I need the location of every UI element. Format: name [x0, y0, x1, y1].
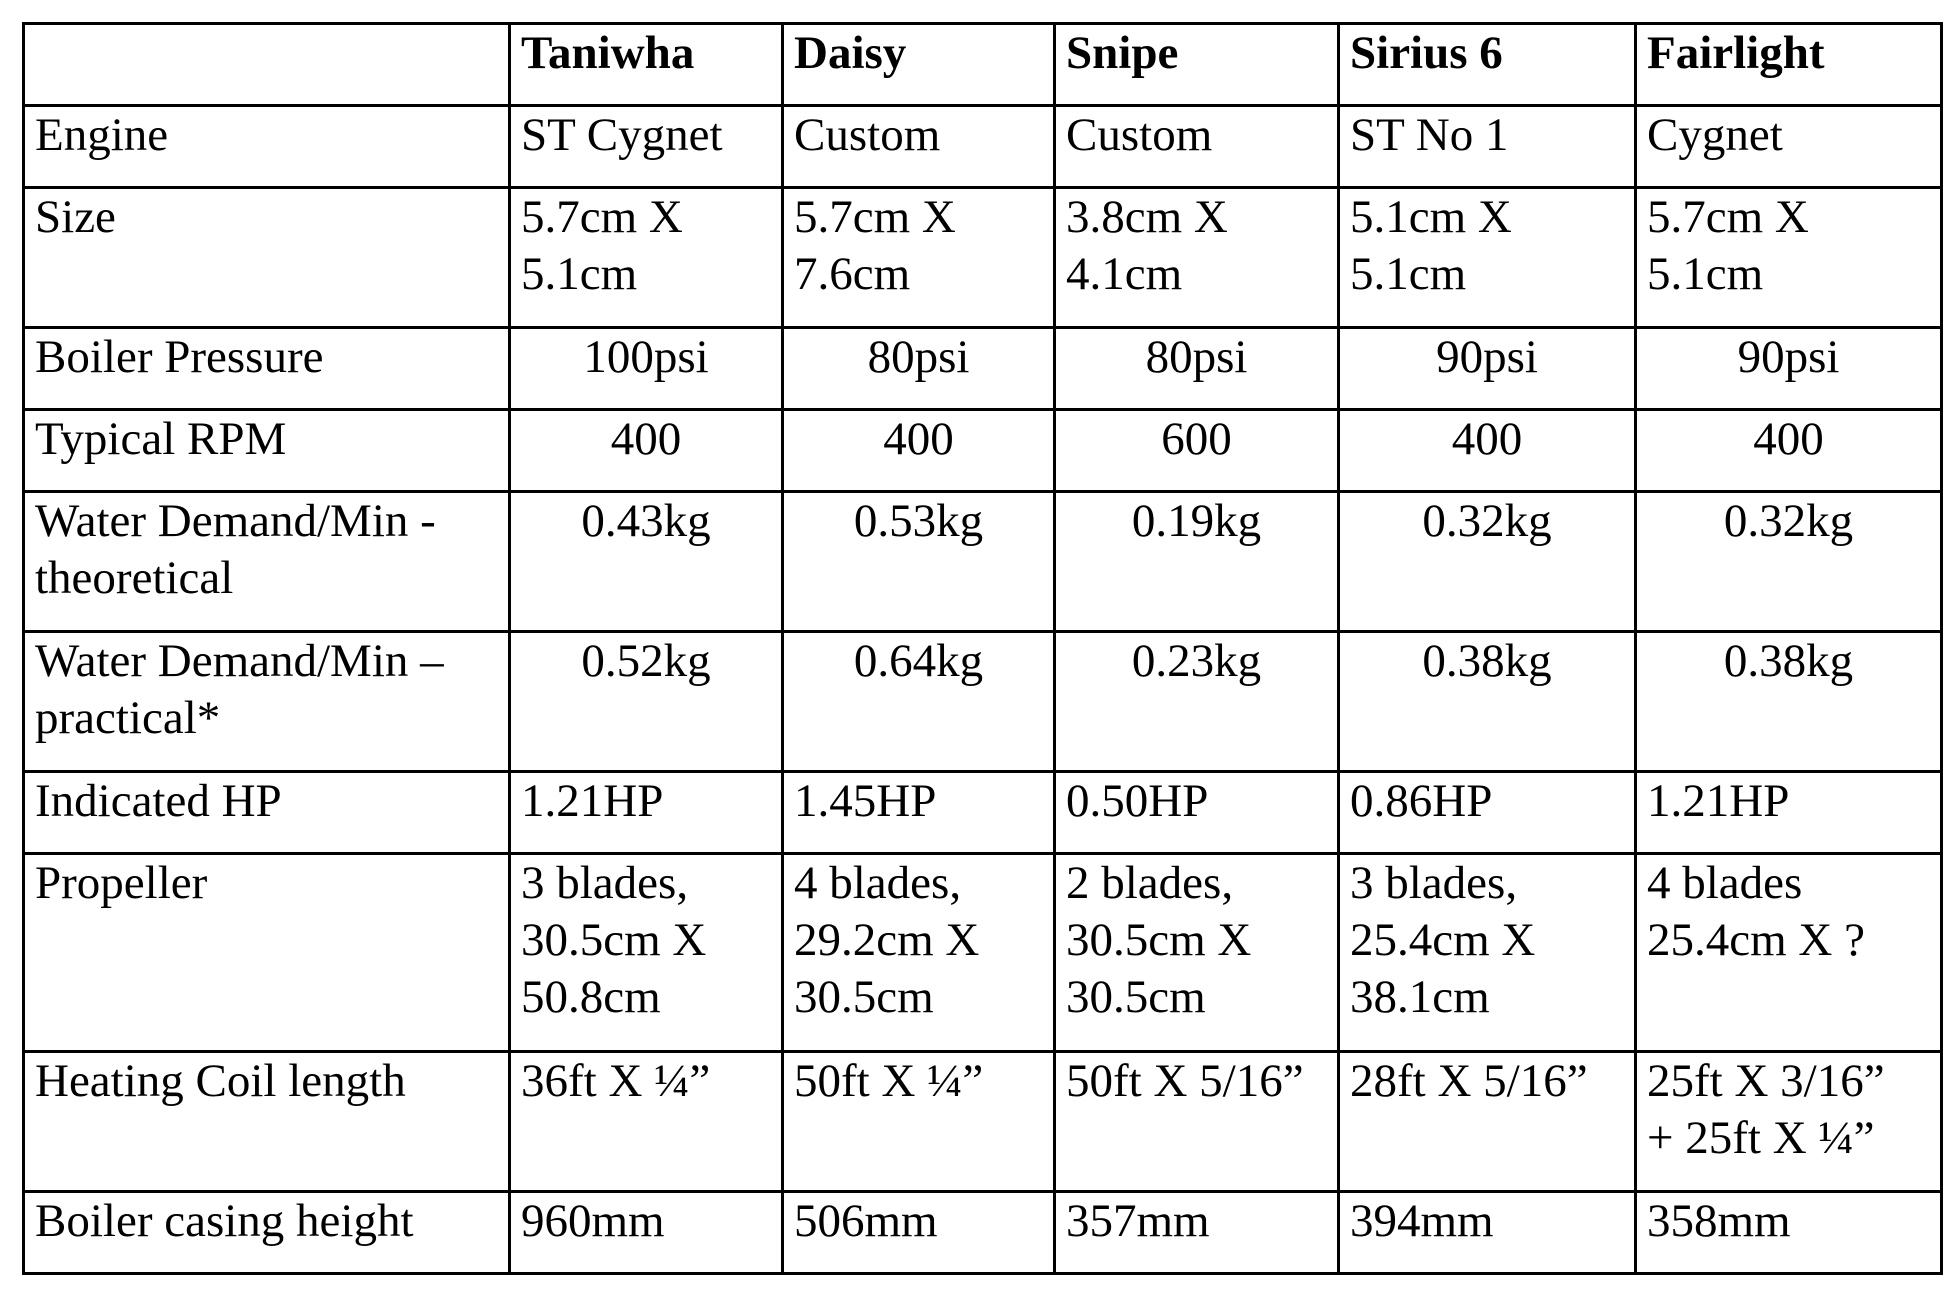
row-label-cell: Typical RPM — [24, 410, 510, 492]
value-cell: 100psi — [510, 328, 783, 410]
header-cell-taniwha: Taniwha — [510, 24, 783, 106]
value-cell: ST No 1 — [1339, 106, 1636, 188]
value-cell: 80psi — [783, 328, 1055, 410]
row-label-cell: Heating Coil length — [24, 1052, 510, 1192]
value-cell: 25ft X 3/16” + 25ft X ¼” — [1636, 1052, 1942, 1192]
value-cell: 506mm — [783, 1192, 1055, 1274]
value-cell: 90psi — [1339, 328, 1636, 410]
value-cell: 400 — [1339, 410, 1636, 492]
value-cell: 4 blades 25.4cm X ? — [1636, 854, 1942, 1052]
value-cell: 0.19kg — [1055, 492, 1339, 632]
value-cell: 2 blades, 30.5cm X 30.5cm — [1055, 854, 1339, 1052]
table-row — [24, 410, 1942, 492]
header-cell-fairlight: Fairlight — [1636, 24, 1942, 106]
value-cell: 1.45HP — [783, 772, 1055, 854]
value-cell: 0.38kg — [1636, 632, 1942, 772]
value-cell: 36ft X ¼” — [510, 1052, 783, 1192]
value-cell: 0.43kg — [510, 492, 783, 632]
header-cell-daisy: Daisy — [783, 24, 1055, 106]
table-row — [24, 492, 1942, 632]
value-cell: ST Cygnet — [510, 106, 783, 188]
value-cell: 1.21HP — [1636, 772, 1942, 854]
value-cell: 3.8cm X 4.1cm — [1055, 188, 1339, 328]
header-cell-snipe: Snipe — [1055, 24, 1339, 106]
value-cell: 400 — [510, 410, 783, 492]
value-cell: 3 blades, 30.5cm X 50.8cm — [510, 854, 783, 1052]
row-label-cell: Boiler casing height — [24, 1192, 510, 1274]
value-cell: 960mm — [510, 1192, 783, 1274]
table-row — [24, 1192, 1942, 1274]
row-label-cell: Size — [24, 188, 510, 328]
value-cell: 0.32kg — [1636, 492, 1942, 632]
table-row — [24, 188, 1942, 328]
value-cell: 400 — [1636, 410, 1942, 492]
table-row — [24, 1052, 1942, 1192]
value-cell: 0.53kg — [783, 492, 1055, 632]
value-cell: 5.7cm X 5.1cm — [1636, 188, 1942, 328]
value-cell: 0.32kg — [1339, 492, 1636, 632]
value-cell: 80psi — [1055, 328, 1339, 410]
value-cell: 50ft X ¼” — [783, 1052, 1055, 1192]
table-row — [24, 854, 1942, 1052]
value-cell: 400 — [783, 410, 1055, 492]
value-cell: 0.64kg — [783, 632, 1055, 772]
value-cell: 0.50HP — [1055, 772, 1339, 854]
header-row — [24, 24, 1942, 106]
value-cell: 28ft X 5/16” — [1339, 1052, 1636, 1192]
row-label-cell: Water Demand/Min – practical* — [24, 632, 510, 772]
value-cell: 0.23kg — [1055, 632, 1339, 772]
table-body — [24, 106, 1942, 1274]
row-label-cell: Indicated HP — [24, 772, 510, 854]
value-cell: 90psi — [1636, 328, 1942, 410]
value-cell: 4 blades, 29.2cm X 30.5cm — [783, 854, 1055, 1052]
row-label-cell: Water Demand/Min - theoretical — [24, 492, 510, 632]
value-cell: Custom — [1055, 106, 1339, 188]
value-cell: 5.7cm X 5.1cm — [510, 188, 783, 328]
header-corner-cell — [24, 24, 510, 106]
value-cell: 5.7cm X 7.6cm — [783, 188, 1055, 328]
value-cell: 0.52kg — [510, 632, 783, 772]
value-cell: 358mm — [1636, 1192, 1942, 1274]
value-cell: 0.86HP — [1339, 772, 1636, 854]
value-cell: 600 — [1055, 410, 1339, 492]
value-cell: Cygnet — [1636, 106, 1942, 188]
table-row — [24, 106, 1942, 188]
value-cell: 3 blades, 25.4cm X 38.1cm — [1339, 854, 1636, 1052]
table-row — [24, 772, 1942, 854]
table-row — [24, 632, 1942, 772]
value-cell: 0.38kg — [1339, 632, 1636, 772]
value-cell: 357mm — [1055, 1192, 1339, 1274]
value-cell: 5.1cm X 5.1cm — [1339, 188, 1636, 328]
engine-comparison-table — [22, 22, 1943, 1275]
table-row — [24, 328, 1942, 410]
value-cell: 394mm — [1339, 1192, 1636, 1274]
row-label-cell: Boiler Pressure — [24, 328, 510, 410]
value-cell: 50ft X 5/16” — [1055, 1052, 1339, 1192]
value-cell: Custom — [783, 106, 1055, 188]
value-cell: 1.21HP — [510, 772, 783, 854]
header-cell-sirius-6: Sirius 6 — [1339, 24, 1636, 106]
row-label-cell: Propeller — [24, 854, 510, 1052]
row-label-cell: Engine — [24, 106, 510, 188]
